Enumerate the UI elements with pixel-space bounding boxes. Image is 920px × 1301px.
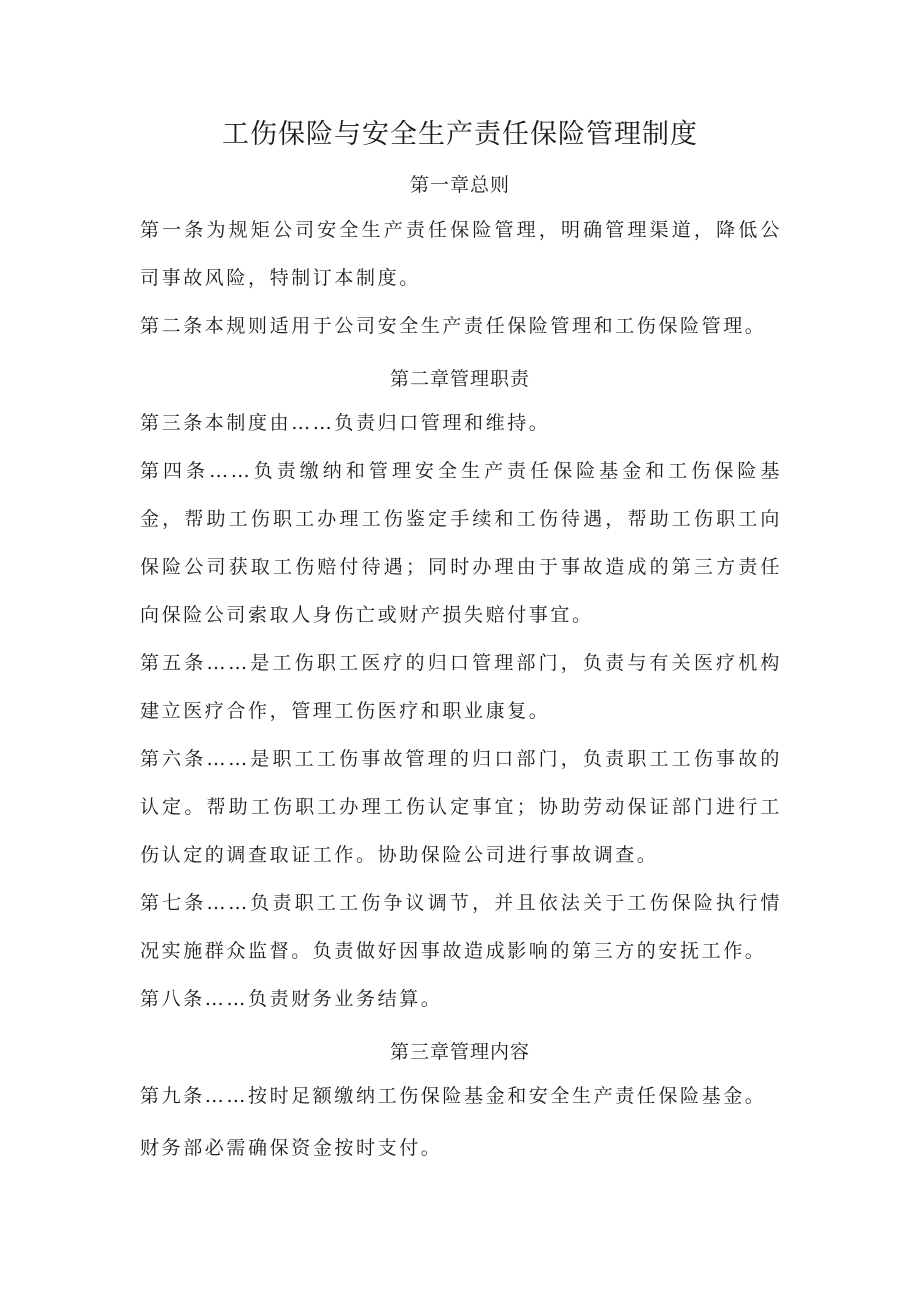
- article-1: 第一条为规矩公司安全生产责任保险管理，明确管理渠道，降低公司事故风险，特制订本制度。: [140, 219, 782, 289]
- article-2: 第二条本规则适用于公司安全生产责任保险管理和工伤保险管理。: [140, 315, 767, 337]
- article-6: 第六条……是职工工伤事故管理的归口部门，负责职工工伤事故的认定。帮助工伤职工办理工伤认定事宜；协助劳动保证部门进行工伤认定的调查取证工作。协助保险公司进行事故调查。: [140, 748, 782, 866]
- chapter-3-heading: 第三章管理内容: [389, 1041, 530, 1063]
- article-9: 第九条……按时足额缴纳工伤保险基金和安全生产责任保险基金。: [140, 1085, 767, 1107]
- chapter-2-heading: 第二章管理职责: [389, 368, 530, 390]
- article-4: 第四条……负责缴纳和管理安全生产责任保险基金和工伤保险基金，帮助工伤职工办理工伤鉴定手续和工伤待遇，帮助工伤职工向保险公司获取工伤赔付待遇；同时办理由于事故造成的第三方责任向保险公司索取人身伤亡或财产损失赔付事宜。: [140, 460, 782, 626]
- article-8: 第八条……负责财务业务结算。: [140, 988, 443, 1010]
- article-7: 第七条……负责职工工伤争议调节，并且依法关于工伤保险执行情况实施群众监督。负责做好因事故造成影响的第三方的安抚工作。: [140, 892, 782, 962]
- article-3: 第三条本制度由……负责归口管理和维持。: [140, 412, 551, 434]
- chapter-1-heading: 第一章总则: [409, 174, 510, 196]
- article-5: 第五条……是工伤职工医疗的归口管理部门，负责与有关医疗机构建立医疗合作，管理工伤医疗和职业康复。: [140, 652, 782, 722]
- document-title: 工伤保险与安全生产责任保险管理制度: [222, 119, 698, 150]
- article-9-note: 财务部必需确保资金按时支付。: [140, 1137, 443, 1159]
